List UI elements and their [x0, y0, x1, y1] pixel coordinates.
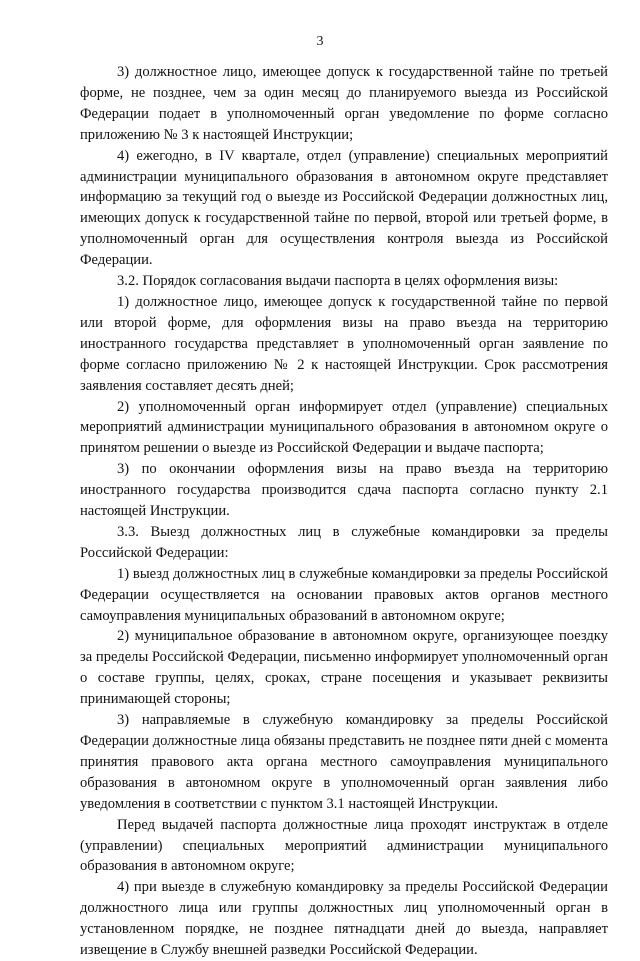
paragraph-3-1-item-3: 3) должностное лицо, имеющее допуск к государственной тайне по третьей форме, не позднее, чем за один месяц до планируемого выезда из Российской Федерации подает в уполномоченный орган уведомление по форме согласно приложению № 3 к настоящей Инструкции; [80, 64, 608, 143]
paragraph-3-1-item-4: 4) ежегодно, в IV квартале, отдел (управление) специальных мероприятий администрации муниципального образования в автономном округе представляет информацию за текущий год о выезде из Российской Федерации должностных лиц, имеющих допуск к государственной тайне по первой, второй или третьей форме, в уполномоченный орган для осуществления контроля выезда из Российской Федерации. [80, 147, 608, 269]
document-body [80, 62, 608, 961]
paragraph-3-3-item-4: 4) при выезде в служебную командировку за пределы Российской Федерации должностного лица или группы должностных лиц уполномоченный орган в установленном порядке, не позднее пятнадцати дней до выезда, направляет извещение в Службу внешней разведки Российской Федерации. [80, 879, 608, 959]
section-3-3-heading: 3.3. Выезд должностных лиц в служебные командировки за пределы Российской Федерации: [80, 523, 608, 561]
paragraph-3-3-item-1: 1) выезд должностных лиц в служебные командировки за пределы Российской Федерации осуществляется на основании правовых актов органов местного самоуправления муниципальных образований в автономном округе; [80, 565, 608, 624]
section-3-2-heading: 3.2. Порядок согласования выдачи паспорта в целях оформления визы: [117, 273, 559, 290]
paragraph-3-2-item-3: 3) по окончании оформления визы на право въезда на территорию иностранного государства производится сдача паспорта согласно пункту 2.1 настоящей Инструкции. [80, 461, 608, 520]
paragraph-briefing: Перед выдачей паспорта должностные лица проходят инструктаж в отделе (управлении) специальных мероприятий администрации муниципального образования в автономном округе; [80, 816, 608, 875]
page-number: 3 [316, 34, 324, 49]
paragraph-3-3-item-2: 2) муниципальное образование в автономном округе, организующее поездку за пределы Российской Федерации, письменно информирует уполномоченный орган о составе группы, целях, сроках, стране посещения и указывает реквизиты принимающей стороны; [80, 628, 608, 708]
paragraph-3-2-item-2: 2) уполномоченный орган информирует отдел (управление) специальных мероприятий администрации муниципального образования в автономном округе о принятом решении о выезде из Российской Федерации и выдаче паспорта; [80, 398, 608, 457]
paragraph-3-3-item-3: 3) направляемые в служебную командировку за пределы Российской Федерации должностные лица обязаны представить не позднее пяти дней с момента принятия правового акта органа местного самоуправления муниципального образования в автономном округе в уполномоченный орган заявления либо уведомления в соответствии с пунктом 3.1 настоящей Инструкции. [80, 712, 608, 812]
paragraph-3-2-item-1: 1) должностное лицо, имеющее допуск к государственной тайне по первой или второй форме, для оформления визы на право въезда на территорию иностранного государства представляет в уполномоченный орган заявление по форме согласно приложению № 2 к настоящей Инструкции. Срок рассмотрения заявления составляет десять дней; [80, 293, 608, 394]
